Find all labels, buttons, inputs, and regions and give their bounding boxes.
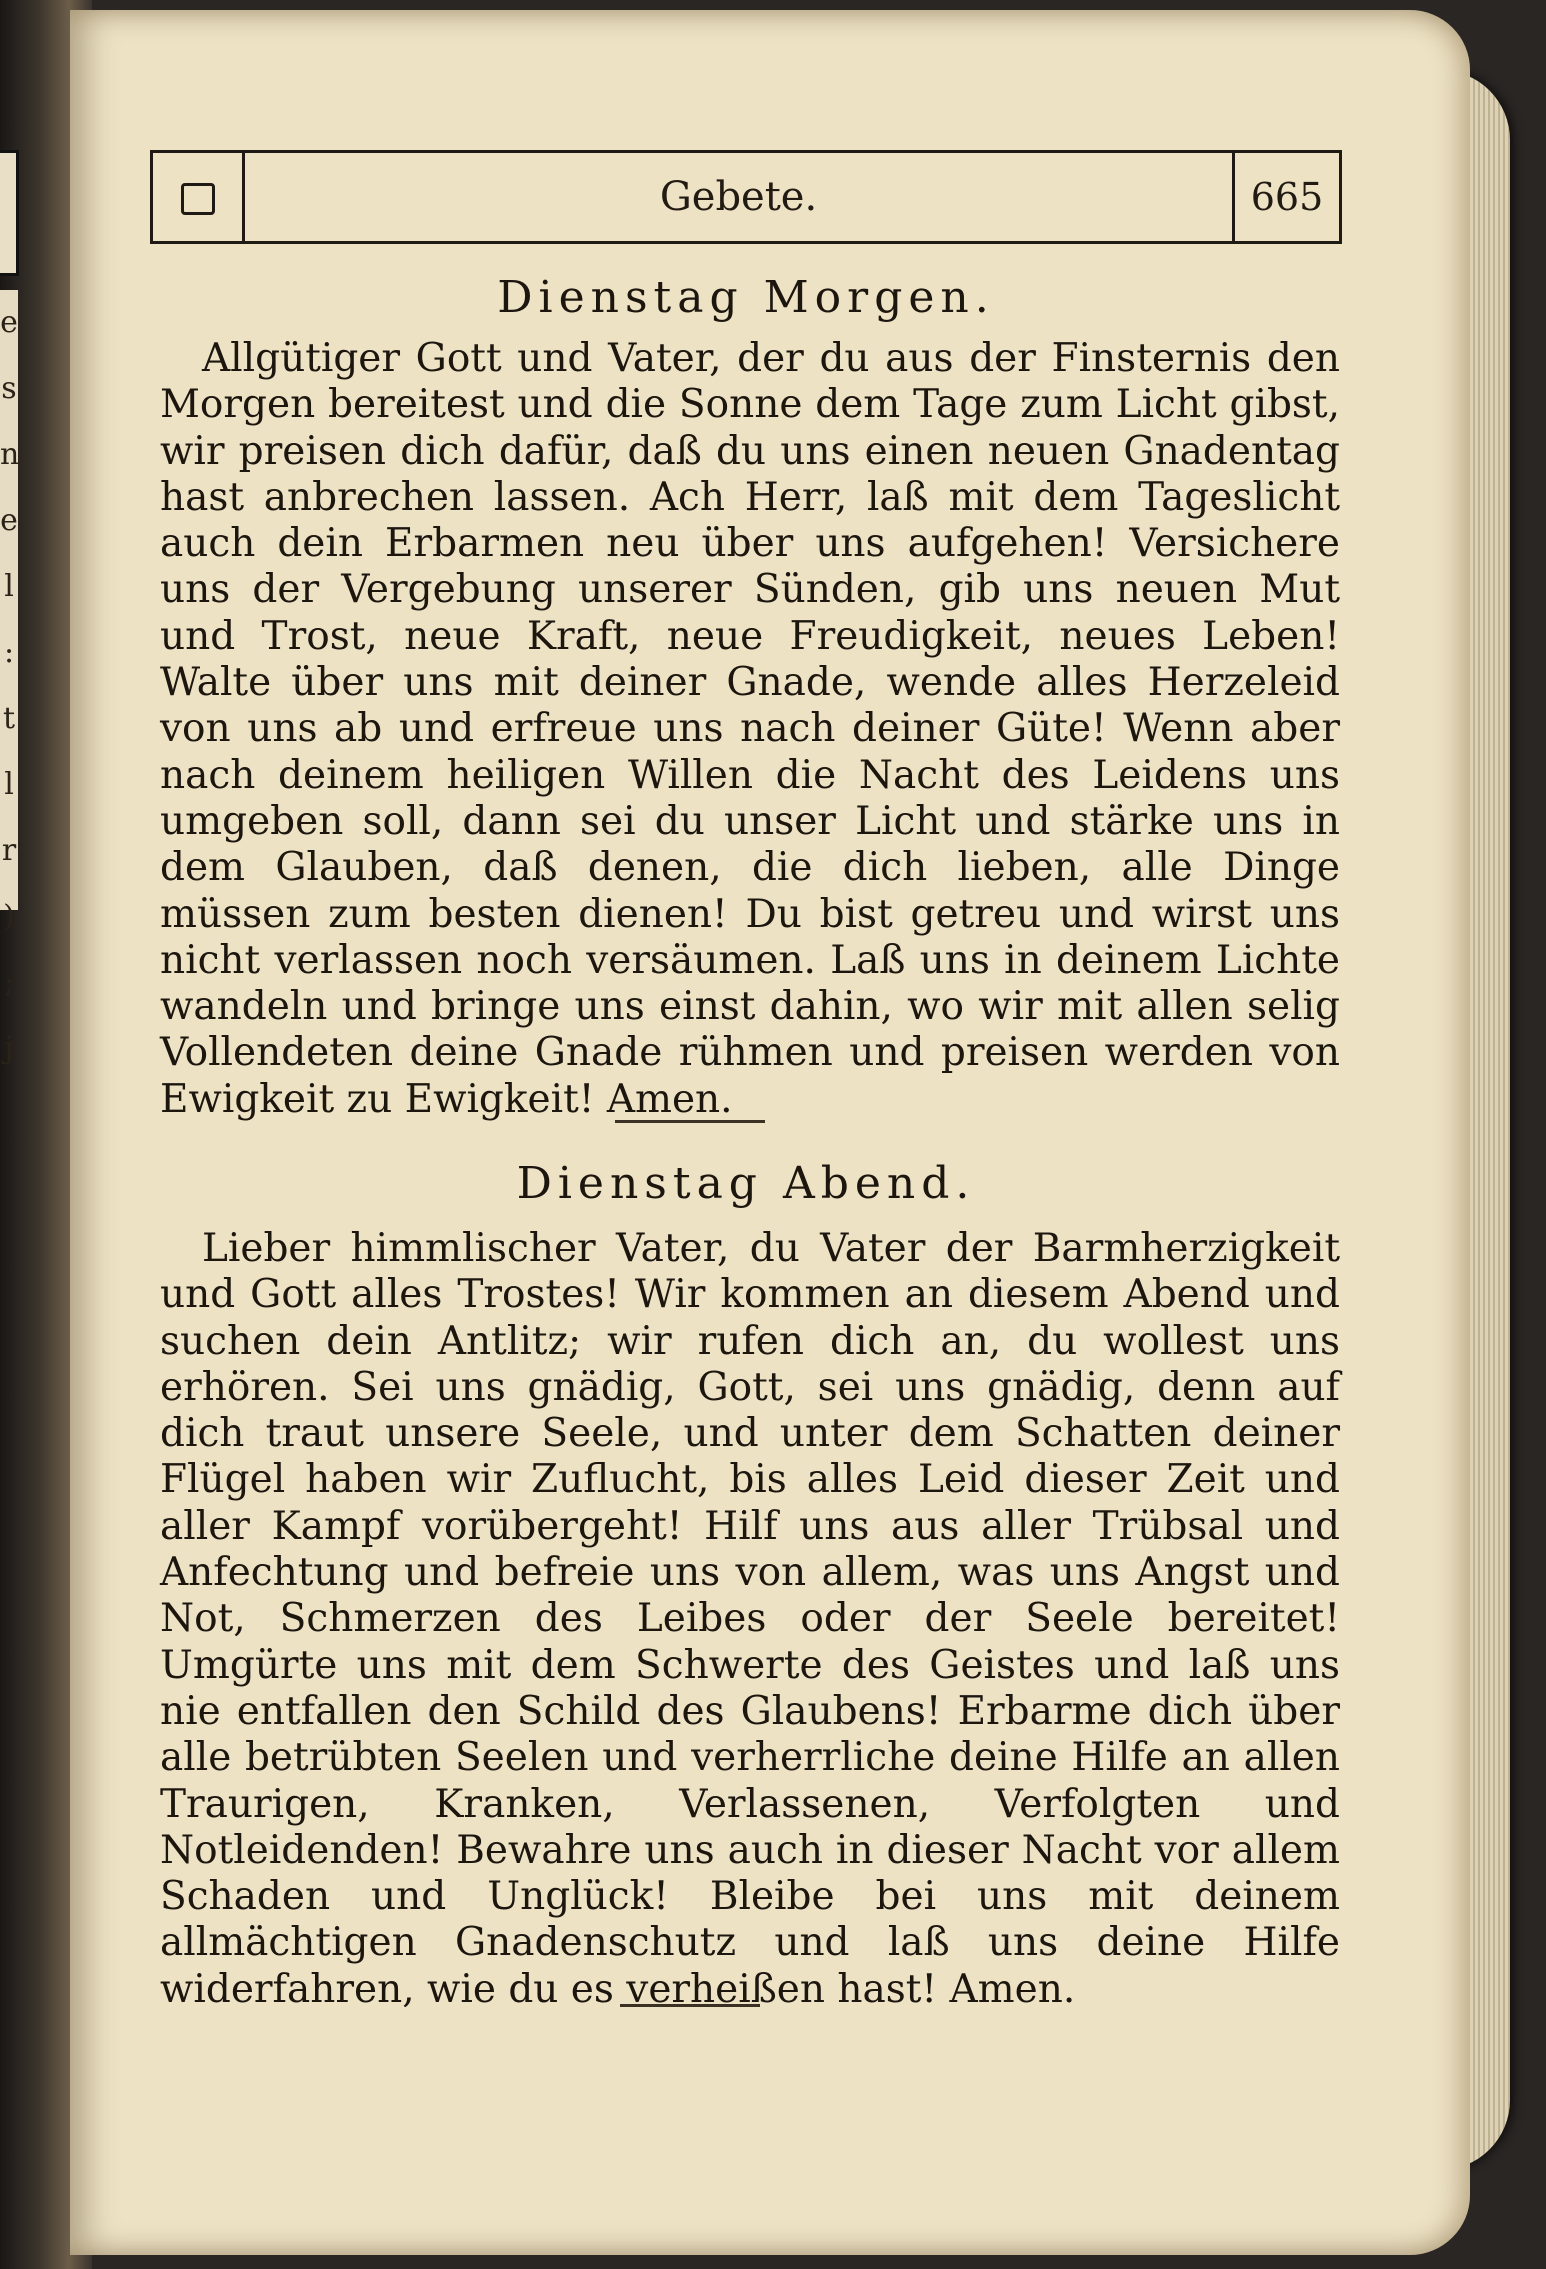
end-divider [620, 2004, 760, 2007]
page-number: 665 [1232, 153, 1342, 241]
header-ornament-cell [150, 153, 245, 241]
previous-page-letters: e s n e l : t l r ) ; j [0, 290, 18, 910]
prayer-text-evening: Lieber himmlischer Vater, du Vater der Barmherzigkeit und Gott alles Trostes! Wir kommen an diesem Abend und suchen dein Antlitz; wir rufen dich an, du wollest uns erhören. Sei uns gnädig, Gott, sei uns gnädig, denn auf dich traut unsere Seele, und unter dem Schatten deiner Flügel haben wir Zuflucht, bis alles Leid dieser Zeit und aller Kampf vorübergeht! Hilf uns aus aller Trübsal und Anfechtung und befreie uns von allem, was uns Angst und Not, Schmerzen des Leibes oder der Seele bereitet! Umgürte uns mit dem Schwerte des Geistes und laß uns nie entfallen den Schild des Glaubens! Erbarme dich über alle betrübten Seelen und verherrliche deine Hilfe an allen Traurigen, Kranken, Verlassenen, Verfolgten und Notleidenden! Bewahre uns auch in dieser Nacht vor allem Schaden und Unglück! Bleibe bei uns mit deinem allmächtigen Gnadenschutz und laß uns deine Hilfe widerfahren, wie du es verheißen hast! Amen. [160, 1226, 1340, 2012]
book-page [70, 10, 1470, 2255]
running-header [150, 150, 1342, 244]
square-ornament-icon [181, 183, 215, 215]
previous-page-edge [0, 150, 19, 276]
section-heading-evening: Dienstag Abend. [516, 1158, 976, 1209]
section-heading-morning: Dienstag Morgen. [497, 272, 995, 323]
running-title: Gebete. [659, 174, 818, 220]
prayer-text-morning: Allgütiger Gott und Vater, der du aus der Finsternis den Morgen bereitest und die Sonne dem Tage zum Licht gibst, wir preisen dich dafür, daß du uns einen neuen Gnadentag hast anbrechen lassen. Ach Herr, laß mit dem Tageslicht auch dein Erbarmen neu über uns aufgehen! Versichere uns der Vergebung unserer Sünden, gib uns neuen Mut und Trost, neue Kraft, neue Freudigkeit, neues Leben! Walte über uns mit deiner Gnade, wende alles Herzeleid von uns ab und erfreue uns nach deiner Güte! Wenn aber nach deinem heiligen Willen die Nacht des Leidens uns umgeben soll, dann sei du unser Licht und stärke uns in dem Glauben, daß denen, die dich lieben, alle Dinge müssen zum besten dienen! Du bist getreu und wirst uns nicht verlassen noch versäumen. Laß uns in deinem Lichte wandeln und bringe uns einst dahin, wo wir mit allen selig Vollendeten deine Gnade rühmen und preisen werden von Ewigkeit zu Ewigkeit! Amen. [160, 336, 1340, 1122]
section-divider [615, 1120, 765, 1123]
